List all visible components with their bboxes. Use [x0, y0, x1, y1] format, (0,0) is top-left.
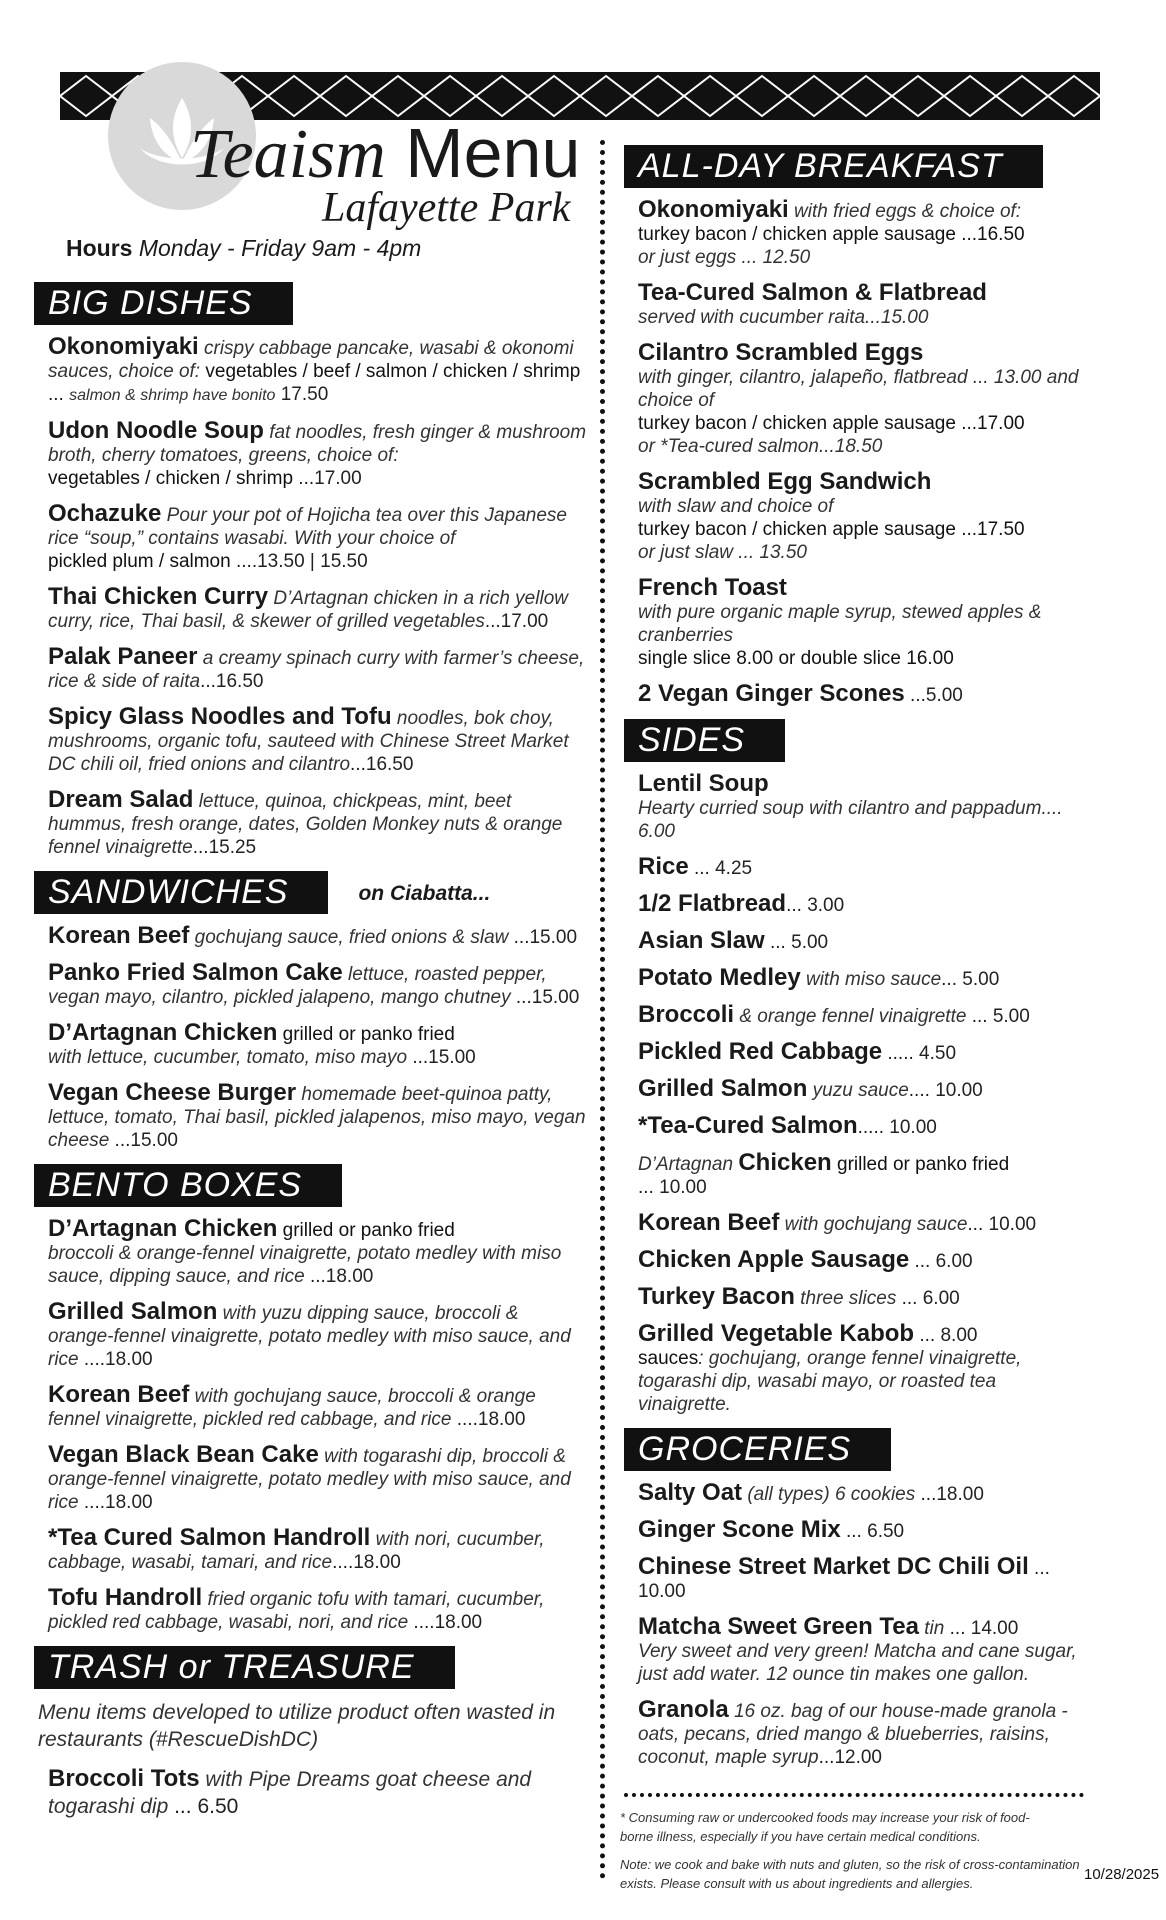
- menu-item: Grilled Salmon yuzu sauce.... 10.00: [638, 1075, 983, 1102]
- menu-item: Rice ... 4.25: [638, 853, 753, 880]
- menu-item: D’Artagnan Chicken grilled or panko fried with lettuce, cucumber, tomato, miso mayo ...15.00: [48, 1019, 476, 1068]
- section-header-bento: BENTO BOXES: [34, 1164, 342, 1207]
- menu-item: Pickled Red Cabbage ..... 4.50: [638, 1038, 957, 1065]
- menu-item: D’Artagnan Chicken grilled or panko fried ... 10.00: [638, 1149, 1010, 1198]
- section-header-sides: SIDES: [624, 719, 785, 762]
- title-teaism: Teaism: [190, 116, 386, 193]
- section-header-trash-or-treasure: TRASH or TREASURE: [34, 1646, 455, 1689]
- menu-item: 1/2 Flatbread... 3.00: [638, 890, 845, 917]
- menu-item: Broccoli Tots with Pipe Dreams goat cheese and togarashi dip ... 6.50: [48, 1765, 532, 1818]
- menu-item: Turkey Bacon three slices ... 6.00: [638, 1283, 960, 1310]
- allergy-note: Note: we cook and bake with nuts and gluten, so the risk of cross-contamination exists. Please consult with us about ingredients and allergies.: [620, 1857, 1080, 1891]
- menu-title: [190, 114, 581, 193]
- hours-line: [66, 235, 421, 262]
- menu-item: Scrambled Egg Sandwich with slaw and choice of turkey bacon / chicken apple sausage ...17.50 or just slaw ... 13.50: [638, 468, 1025, 563]
- menu-item: Tofu Handroll fried organic tofu with tamari, cucumber, pickled red cabbage, wasabi, nori, and rice ....18.00: [48, 1584, 545, 1633]
- menu-item: Thai Chicken Curry D’Artagnan chicken in a rich yellow curry, rice, Thai basil, & skewer of grilled vegetables...17.00: [48, 583, 568, 632]
- section-header-sandwiches: SANDWICHES: [34, 871, 328, 914]
- menu-date: 10/28/2025: [1084, 1866, 1160, 1883]
- menu-item: Korean Beef gochujang sauce, fried onions & slaw ...15.00: [48, 922, 578, 949]
- menu-item: Grilled Salmon with yuzu dipping sauce, broccoli & orange-fennel vinaigrette, potato medley with miso sauce, and rice ....18.00: [48, 1298, 571, 1370]
- section-header-big-dishes: BIG DISHES: [34, 282, 293, 325]
- menu-item: Granola 16 oz. bag of our house-made granola - oats, pecans, dried mango & blueberries, raisins, coconut, maple syrup...12.00: [638, 1696, 1068, 1768]
- menu-item: Chinese Street Market DC Chili Oil ... 10.00: [638, 1553, 1050, 1602]
- menu-item: 2 Vegan Ginger Scones ...5.00: [638, 680, 963, 707]
- footer-dotted-rule: [624, 1793, 1084, 1797]
- menu-item: Cilantro Scrambled Eggs with ginger, cilantro, jalapeño, flatbread ... 13.00 and choice of turkey bacon / chicken apple sausage ...17.00 or *Tea-cured salmon...18.50: [638, 339, 1079, 457]
- menu-item: Udon Noodle Soup fat noodles, fresh ginger & mushroom broth, cherry tomatoes, greens, choice of: vegetables / chicken / shrimp ...17.00: [48, 417, 587, 489]
- menu-item: *Tea-Cured Salmon..... 10.00: [638, 1112, 937, 1139]
- menu-item: Tea-Cured Salmon & Flatbread served with cucumber raita...15.00: [638, 279, 987, 328]
- menu-item: Palak Paneer a creamy spinach curry with farmer’s cheese, rice & side of raita...16.50: [48, 643, 585, 692]
- menu-item: D’Artagnan Chicken grilled or panko fried broccoli & orange-fennel vinaigrette, potato medley with miso sauce, dipping sauce, and rice ...18.00: [48, 1215, 562, 1287]
- section-header-breakfast: ALL-DAY BREAKFAST: [624, 145, 1043, 188]
- menu-item: Salty Oat (all types) 6 cookies ...18.00: [638, 1479, 984, 1506]
- menu-item: *Tea Cured Salmon Handroll with nori, cucumber, cabbage, wasabi, tamari, and rice....18.00: [48, 1524, 545, 1573]
- menu-item: Matcha Sweet Green Tea tin ... 14.00 Very sweet and very green! Matcha and cane sugar, just add water. 12 ounce tin makes one gallon.: [638, 1613, 1077, 1685]
- right-column: [624, 145, 1094, 1781]
- menu-item: Chicken Apple Sausage ... 6.00: [638, 1246, 973, 1273]
- menu-item: French Toast with pure organic maple syrup, stewed apples & cranberries single slice 8.00 or double slice 16.00: [638, 574, 1042, 669]
- hours-label: Hours: [66, 235, 133, 261]
- menu-item: Potato Medley with miso sauce... 5.00: [638, 964, 1000, 991]
- menu-item: Okonomiyaki crispy cabbage pancake, wasabi & okonomi sauces, choice of: vegetables / beef / salmon / chicken / shrimp ... salmon & shrimp have bonito 17.50: [48, 333, 581, 405]
- menu-item: Korean Beef with gochujang sauce, broccoli & orange fennel vinaigrette, pickled red cabbage, and rice ....18.00: [48, 1381, 536, 1430]
- sandwiches-note: on Ciabatta...: [358, 881, 491, 905]
- menu-item: Asian Slaw ... 5.00: [638, 927, 829, 954]
- sandwiches-header-row: [34, 871, 589, 924]
- location-name: Lafayette Park: [322, 185, 571, 231]
- menu-item: Okonomiyaki with fried eggs & choice of: turkey bacon / chicken apple sausage ...16.50 or just eggs ... 12.50: [638, 196, 1025, 268]
- menu-item: Ochazuke Pour your pot of Hojicha tea over this Japanese rice “soup,” contains wasabi. With your choice of pickled plum / salmon ....13.50 | 15.50: [48, 500, 567, 572]
- menu-item: Grilled Vegetable Kabob ... 8.00 sauces: gochujang, orange fennel vinaigrette, togarashi dip, wasabi mayo, or roasted tea vinaigrette.: [638, 1320, 1022, 1415]
- food-safety-disclaimer: * Consuming raw or undercooked foods may increase your risk of food-borne illness, especially if you have certain medical conditions.: [620, 1810, 1030, 1844]
- trash-intro: Menu items developed to utilize product often wasted in restaurants (#RescueDishDC): [38, 1701, 556, 1751]
- section-header-groceries: GROCERIES: [624, 1428, 891, 1471]
- menu-item: Spicy Glass Noodles and Tofu noodles, bok choy, mushrooms, organic tofu, sauteed with Chinese Street Market DC chili oil, fried onions and cilantro...16.50: [48, 703, 569, 775]
- menu-item: Broccoli & orange fennel vinaigrette ... 5.00: [638, 1001, 1030, 1028]
- left-column: [34, 282, 589, 1832]
- menu-item: Ginger Scone Mix ... 6.50: [638, 1516, 905, 1543]
- menu-item: Panko Fried Salmon Cake lettuce, roasted pepper, vegan mayo, cilantro, pickled jalapeno, mango chutney ...15.00: [48, 959, 580, 1008]
- menu-item: Lentil Soup Hearty curried soup with cilantro and pappadum.... 6.00: [638, 770, 1063, 842]
- title-menu: Menu: [405, 114, 581, 192]
- menu-item: Vegan Black Bean Cake with togarashi dip, broccoli & orange-fennel vinaigrette, potato medley with miso sauce, and rice ....18.00: [48, 1441, 571, 1513]
- column-divider: [600, 140, 605, 1880]
- menu-item: Korean Beef with gochujang sauce... 10.00: [638, 1209, 1037, 1236]
- menu-item: Vegan Cheese Burger homemade beet-quinoa patty, lettuce, tomato, Thai basil, pickled jalapenos, miso mayo, vegan cheese ...15.00: [48, 1079, 586, 1151]
- menu-item: Dream Salad lettuce, quinoa, chickpeas, mint, beet hummus, fresh orange, dates, Golden Monkey nuts & orange fennel vinaigrette...15.25: [48, 786, 563, 858]
- hours-value: Monday - Friday 9am - 4pm: [138, 235, 422, 261]
